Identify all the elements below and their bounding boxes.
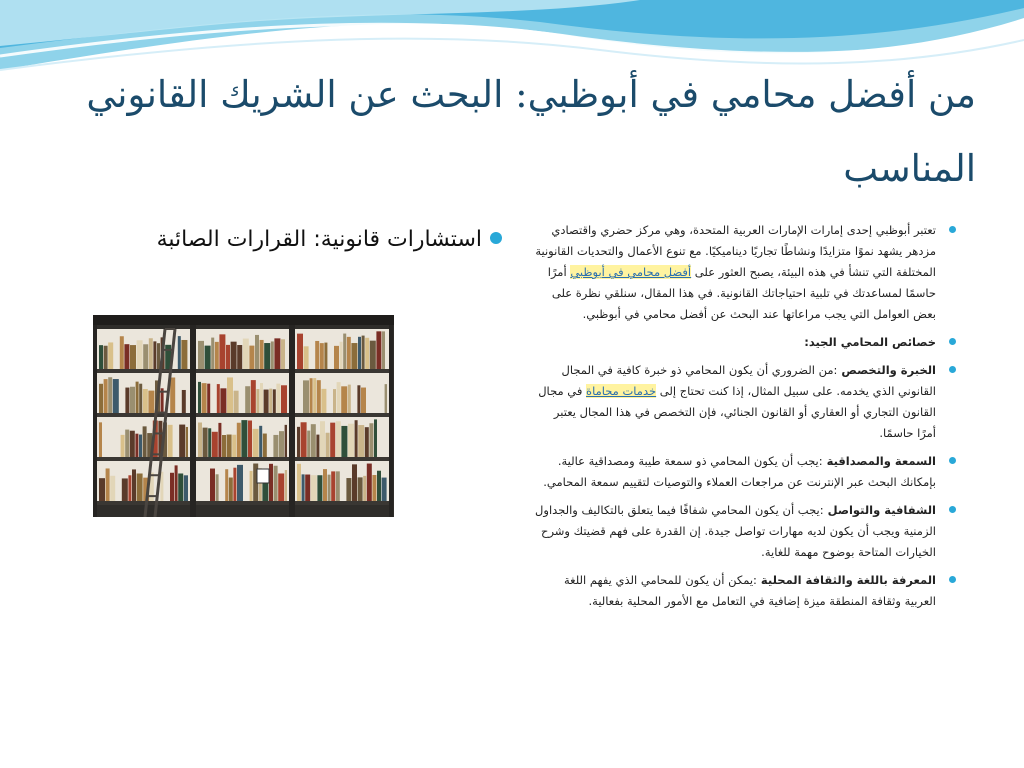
legal-services-link[interactable]: خدمات محاماة — [586, 384, 657, 398]
left-bullet-heading: استشارات قانونية: القرارات الصائبة — [92, 222, 504, 258]
expertise-item — [532, 360, 968, 444]
intro-text-before: تعتبر أبوظبي إحدى إمارات الإمارات العربية المتحدة، وهي مركز حضري واقتصادي مزدهر يشهد نموًا متزايدًا ونشاطًا تجاريًا ديناميكيًا. مع تنوع الأعمال والتحديات القانونية المختلفة التي تنشأ في هذه البيئة، يصبح العثور على — [535, 223, 936, 279]
qualities-heading — [532, 332, 968, 353]
expertise-label: الخبرة والتخصص — [837, 363, 936, 377]
transparency-item — [532, 500, 968, 563]
expertise-text-after: في مجال القانون التجاري أو العقاري أو القانون الجنائي، فإن التخصص في هذا المجال يعتبر أمرًا حاسمًا. — [538, 384, 936, 440]
right-column — [532, 220, 968, 619]
left-column — [92, 222, 504, 258]
best-lawyer-link[interactable]: أفضل محامي في أبوظبي — [570, 265, 692, 279]
reputation-label: السمعة والمصداقية — [822, 454, 936, 468]
local-knowledge-label: المعرفة باللغة والثقافة المحلية — [756, 573, 936, 587]
transparency-label: الشفافية والتواصل — [823, 503, 936, 517]
reputation-text: :يجب أن يكون المحامي ذو سمعة طيبة ومصداقية عالية. بإمكانك البحث عبر الإنترنت عن مراجعات العملاء والتوصيات لتقييم سمعة المحامي. — [543, 454, 936, 489]
slide-title: من أفضل محامي في أبوظبي: البحث عن الشريك القانوني المناسب — [86, 73, 976, 190]
local-knowledge-text: :يمكن أن يكون للمحامي الذي يفهم اللغة العربية وثقافة المنطقة ميزة إضافية في التعامل مع الأمور المحلية بفعالية. — [564, 573, 936, 608]
bookshelf-photo — [93, 315, 394, 517]
reputation-item — [532, 451, 968, 493]
local-knowledge-item — [532, 570, 968, 612]
transparency-text: :يجب أن يكون المحامي شفافًا فيما يتعلق بالتكاليف والجداول الزمنية ويجب أن يكون لديه مهارات تواصل جيدة. إن القدرة على فهم قضيتك وشرح الخيارات المتاحة بوضوح مهمة للغاية. — [535, 503, 936, 559]
qualities-heading-text: خصائص المحامي الجيد: — [804, 335, 936, 349]
intro-paragraph — [532, 220, 968, 325]
intro-text-after: أمرًا حاسمًا لمساعدتك في تلبية احتياجاتك القانونية. في هذا المقال، سنلقي نظرة على بعض العوامل التي يجب مراعاتها عند البحث عن أفضل محامي في أبوظبي. — [547, 265, 936, 321]
expertise-text-before: :من الضروري أن يكون المحامي ذو خبرة كافية في المجال القانوني الذي يخدمه. على سبيل المثال، إذا كنت تحتاج إلى — [561, 363, 936, 398]
